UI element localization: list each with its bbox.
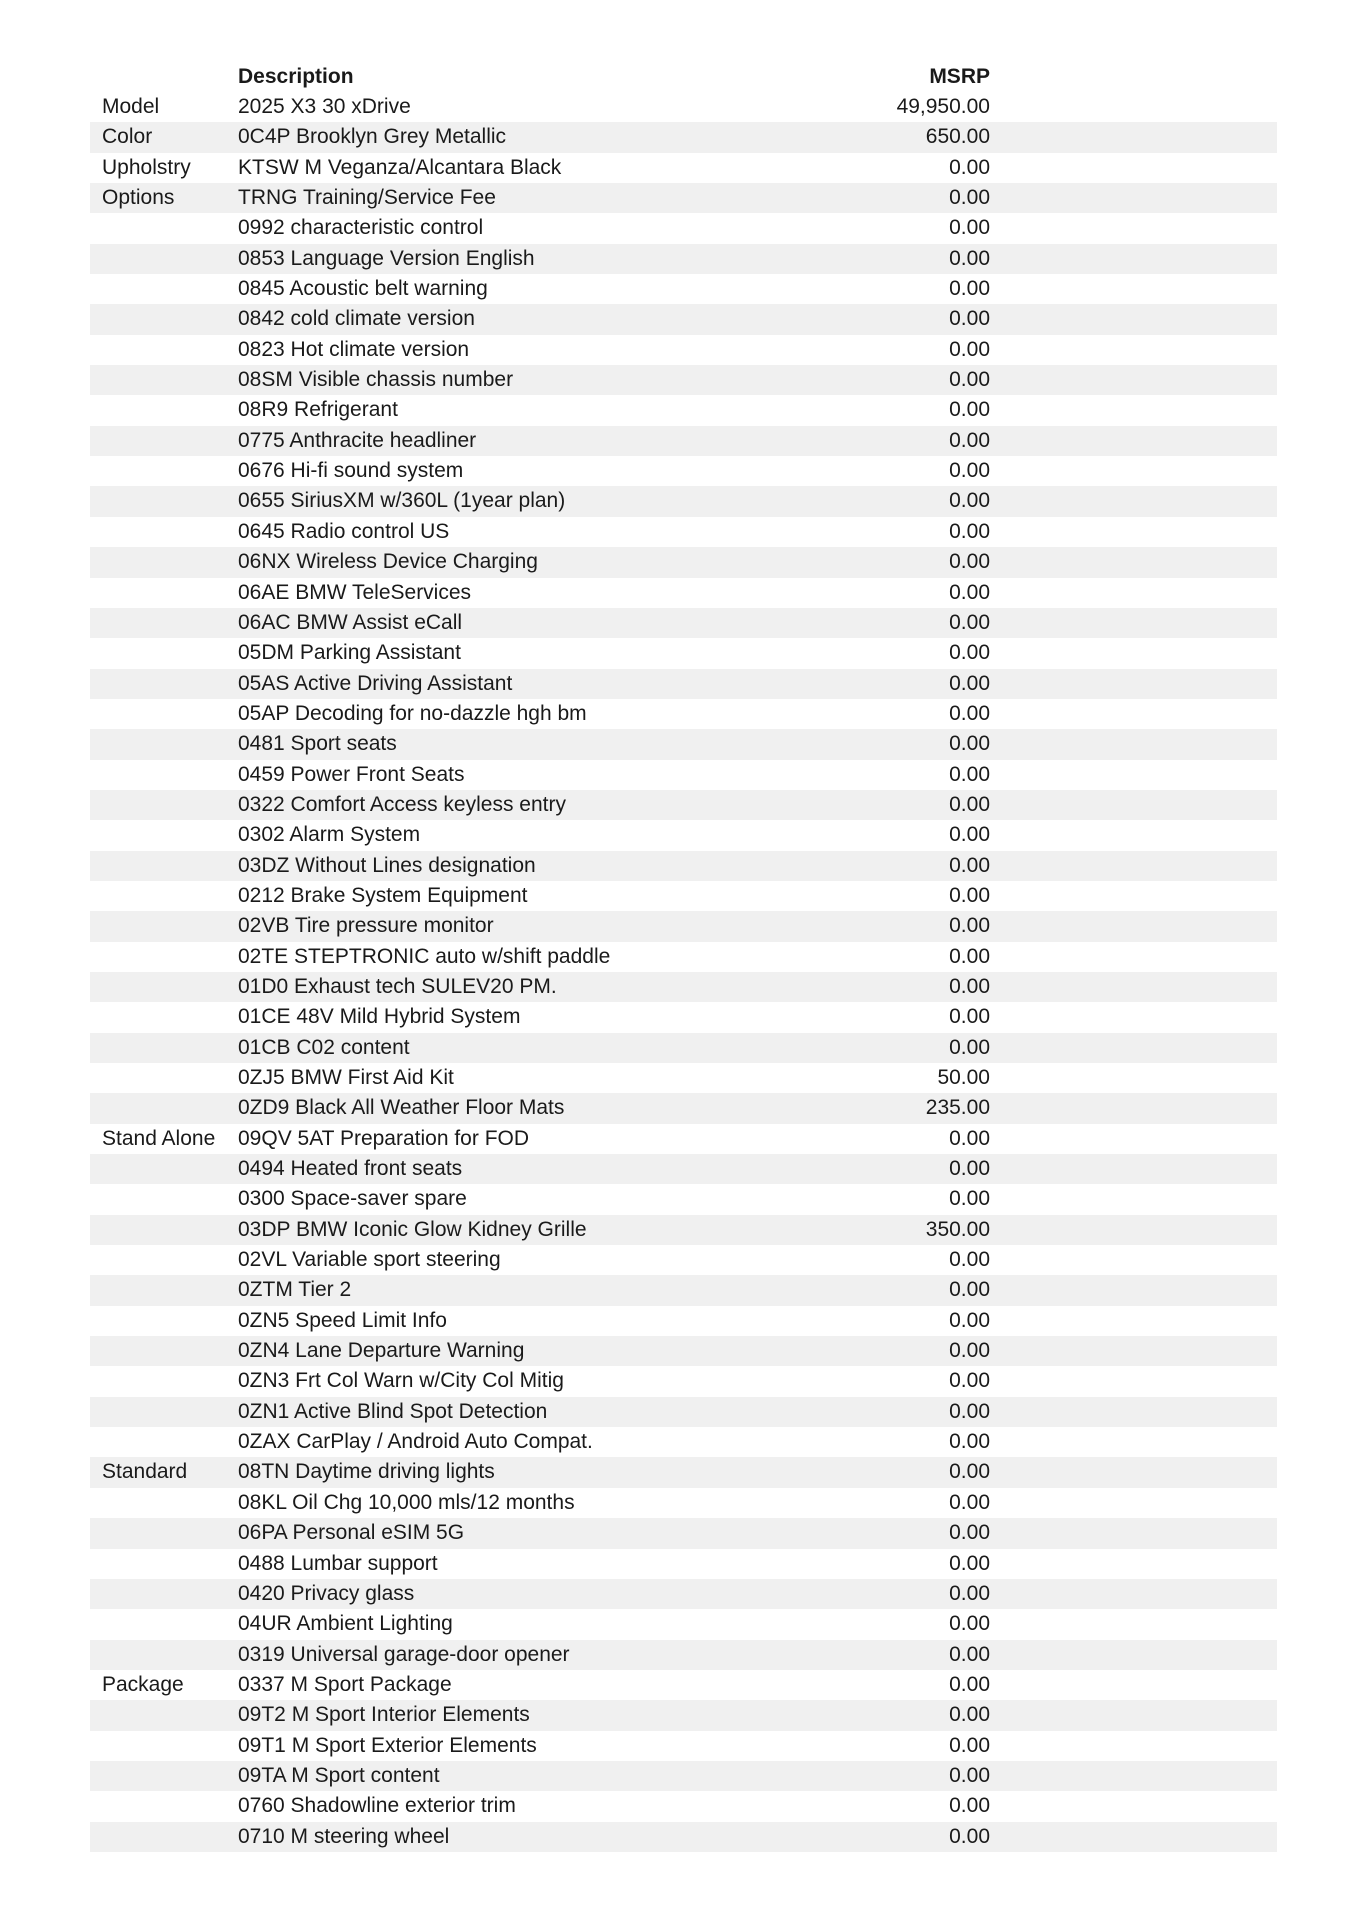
row-description: 06AC BMW Assist eCall — [238, 610, 463, 634]
row-msrp: 0.00 — [949, 155, 990, 179]
row-description: TRNG Training/Service Fee — [238, 186, 496, 210]
row-description: 02VL Variable sport steering — [238, 1248, 501, 1272]
row-description: 02VB Tire pressure monitor — [238, 914, 494, 938]
row-msrp: 50.00 — [937, 1066, 990, 1089]
row-msrp: 0.00 — [949, 459, 990, 483]
table-row — [90, 1002, 1277, 1032]
row-description: 0853 Language Version English — [238, 246, 535, 270]
row-description: 05AP Decoding for no-dazzle hgh bm — [238, 701, 587, 725]
row-description: 0ZJ5 BMW First Aid Kit — [238, 1066, 454, 1089]
row-msrp: 0.00 — [949, 1521, 990, 1545]
row-description: 01CB C02 content — [238, 1035, 410, 1059]
row-description: 03DP BMW Iconic Glow Kidney Grille — [238, 1217, 587, 1241]
row-msrp: 0.00 — [949, 398, 990, 422]
row-description: 06NX Wireless Device Charging — [238, 550, 538, 574]
table-row — [90, 1336, 1277, 1366]
row-description: 08SM Visible chassis number — [238, 368, 514, 392]
table-row — [90, 820, 1277, 850]
row-msrp: 0.00 — [949, 1672, 990, 1696]
row-description: 0ZN3 Frt Col Warn w/City Col Mitig — [238, 1369, 564, 1393]
row-description: 0775 Anthracite headliner — [238, 428, 477, 452]
table-row — [90, 972, 1277, 1002]
row-description: 09QV 5AT Preparation for FOD — [238, 1126, 530, 1150]
table-row — [90, 426, 1277, 456]
row-category: Standard — [102, 1460, 188, 1484]
table-row — [90, 1791, 1277, 1821]
row-msrp: 0.00 — [949, 610, 990, 634]
table-row — [90, 881, 1277, 911]
row-description: 0710 M steering wheel — [238, 1824, 450, 1848]
row-description: 0337 M Sport Package — [238, 1672, 452, 1696]
row-msrp: 0.00 — [949, 823, 990, 847]
row-msrp: 0.00 — [949, 277, 990, 301]
table-row — [90, 760, 1277, 790]
row-msrp: 0.00 — [949, 216, 990, 240]
row-msrp: 0.00 — [949, 1490, 990, 1514]
row-msrp: 0.00 — [949, 1035, 990, 1059]
row-msrp: 0.00 — [949, 1733, 990, 1757]
row-description: 0459 Power Front Seats — [238, 762, 465, 786]
row-description: 0494 Heated front seats — [238, 1157, 463, 1181]
row-msrp: 0.00 — [949, 1430, 990, 1454]
table-row — [90, 395, 1277, 425]
row-category: Model — [102, 95, 160, 118]
table-row — [90, 1245, 1277, 1275]
row-msrp: 0.00 — [949, 641, 990, 665]
row-description: 06PA Personal eSIM 5G — [238, 1521, 465, 1545]
row-msrp: 235.00 — [925, 1096, 990, 1120]
row-msrp: 0.00 — [949, 974, 990, 998]
row-msrp: 0.00 — [949, 1460, 990, 1484]
table-row — [90, 1549, 1277, 1579]
table-row — [90, 1518, 1277, 1548]
row-description: 0488 Lumbar support — [238, 1551, 438, 1575]
table-row — [90, 1700, 1277, 1730]
table-row — [90, 1124, 1277, 1154]
table-row — [90, 1215, 1277, 1245]
row-msrp: 0.00 — [949, 701, 990, 725]
row-description: 0823 Hot climate version — [238, 337, 470, 361]
row-msrp: 0.00 — [949, 1157, 990, 1181]
row-msrp: 0.00 — [949, 1794, 990, 1818]
row-description: 0ZN5 Speed Limit Info — [238, 1308, 447, 1332]
table-row — [90, 1457, 1277, 1487]
table-row — [90, 1093, 1277, 1123]
row-msrp: 0.00 — [949, 1703, 990, 1727]
row-description: 09TA M Sport content — [238, 1763, 440, 1787]
table-row — [90, 1579, 1277, 1609]
row-msrp: 0.00 — [949, 732, 990, 756]
table-row — [90, 638, 1277, 668]
row-msrp: 0.00 — [949, 1824, 990, 1848]
row-description: 05DM Parking Assistant — [238, 641, 461, 665]
table-row — [90, 335, 1277, 365]
table-row — [90, 790, 1277, 820]
row-description: 08R9 Refrigerant — [238, 398, 398, 422]
row-msrp: 0.00 — [949, 1399, 990, 1423]
table-header — [90, 62, 1277, 92]
row-msrp: 0.00 — [949, 914, 990, 938]
row-msrp: 0.00 — [949, 307, 990, 331]
table-body — [90, 92, 1277, 1852]
table-row — [90, 1154, 1277, 1184]
row-msrp: 350.00 — [925, 1217, 990, 1241]
table-row — [90, 92, 1277, 122]
table-row — [90, 183, 1277, 213]
row-msrp: 0.00 — [949, 671, 990, 695]
row-msrp: 0.00 — [949, 1551, 990, 1575]
row-msrp: 0.00 — [949, 1763, 990, 1787]
row-msrp: 0.00 — [949, 1005, 990, 1029]
row-msrp: 0.00 — [949, 792, 990, 816]
row-msrp: 0.00 — [949, 853, 990, 877]
table-row — [90, 153, 1277, 183]
row-msrp: 0.00 — [949, 580, 990, 604]
row-description: 0481 Sport seats — [238, 732, 397, 756]
row-description: 0322 Comfort Access keyless entry — [238, 792, 566, 816]
row-description: 0676 Hi-fi sound system — [238, 459, 464, 483]
table-row — [90, 911, 1277, 941]
row-msrp: 0.00 — [949, 519, 990, 543]
row-description: 08KL Oil Chg 10,000 mls/12 months — [238, 1490, 575, 1514]
table-row — [90, 1731, 1277, 1761]
table-row — [90, 547, 1277, 577]
row-msrp: 650.00 — [925, 125, 990, 149]
row-description: 0992 characteristic control — [238, 216, 484, 240]
row-msrp: 0.00 — [949, 1612, 990, 1636]
table-row — [90, 1397, 1277, 1427]
row-msrp: 0.00 — [949, 1278, 990, 1302]
row-description: 04UR Ambient Lighting — [238, 1612, 453, 1636]
table-row — [90, 274, 1277, 304]
table-row — [90, 1822, 1277, 1852]
row-description: 0C4P Brooklyn Grey Metallic — [238, 125, 507, 149]
row-description: 0212 Brake System Equipment — [238, 883, 528, 907]
table-row — [90, 1275, 1277, 1305]
description-column-header: Description — [238, 65, 354, 88]
row-description: 0645 Radio control US — [238, 519, 450, 543]
row-msrp: 0.00 — [949, 883, 990, 907]
row-description: 02TE STEPTRONIC auto w/shift paddle — [238, 944, 611, 968]
table-row — [90, 486, 1277, 516]
table-row — [90, 213, 1277, 243]
table-row — [90, 1366, 1277, 1396]
table-row — [90, 1427, 1277, 1457]
table-row — [90, 669, 1277, 699]
table-row — [90, 1640, 1277, 1670]
row-description: 0842 cold climate version — [238, 307, 475, 331]
table-row — [90, 578, 1277, 608]
row-msrp: 0.00 — [949, 428, 990, 452]
row-msrp: 0.00 — [949, 337, 990, 361]
row-description: 0ZTM Tier 2 — [238, 1278, 352, 1302]
row-category: Upholstry — [102, 155, 191, 179]
row-description: 0300 Space-saver spare — [238, 1187, 467, 1211]
table-row — [90, 942, 1277, 972]
table-row — [90, 1033, 1277, 1063]
row-description: 06AE BMW TeleServices — [238, 580, 472, 604]
row-msrp: 0.00 — [949, 1126, 990, 1150]
row-description: 0ZD9 Black All Weather Floor Mats — [238, 1096, 565, 1120]
table-row — [90, 304, 1277, 334]
msrp-column-header: MSRP — [929, 65, 990, 88]
row-description: 09T1 M Sport Exterior Elements — [238, 1733, 537, 1757]
row-msrp: 0.00 — [949, 1581, 990, 1605]
row-description: 0760 Shadowline exterior trim — [238, 1794, 516, 1818]
row-category: Options — [102, 186, 175, 210]
row-description: 01CE 48V Mild Hybrid System — [238, 1005, 521, 1029]
row-description: 0845 Acoustic belt warning — [238, 277, 488, 301]
table-row — [90, 1761, 1277, 1791]
table-row — [90, 1306, 1277, 1336]
row-msrp: 0.00 — [949, 246, 990, 270]
table-row — [90, 1063, 1277, 1093]
row-msrp: 0.00 — [949, 1642, 990, 1666]
options-sheet — [90, 62, 1277, 1852]
table-row — [90, 244, 1277, 274]
row-description: 01D0 Exhaust tech SULEV20 PM. — [238, 974, 557, 998]
row-msrp: 0.00 — [949, 762, 990, 786]
row-category: Stand Alone — [102, 1126, 216, 1150]
table-row — [90, 729, 1277, 759]
row-msrp: 0.00 — [949, 1369, 990, 1393]
row-description: KTSW M Veganza/Alcantara Black — [238, 155, 562, 179]
row-msrp: 0.00 — [949, 1339, 990, 1363]
table-row — [90, 365, 1277, 395]
row-description: 0302 Alarm System — [238, 823, 421, 847]
table-row — [90, 1488, 1277, 1518]
row-description: 0655 SiriusXM w/360L (1year plan) — [238, 489, 566, 513]
row-description: 08TN Daytime driving lights — [238, 1460, 495, 1484]
row-description: 0ZN4 Lane Departure Warning — [238, 1339, 525, 1363]
row-description: 0319 Universal garage-door opener — [238, 1642, 570, 1666]
row-description: 09T2 M Sport Interior Elements — [238, 1703, 530, 1727]
row-msrp: 49,950.00 — [896, 95, 990, 118]
row-category: Color — [102, 125, 153, 149]
row-msrp: 0.00 — [949, 368, 990, 392]
row-msrp: 0.00 — [949, 1248, 990, 1272]
table-row — [90, 517, 1277, 547]
row-description: 05AS Active Driving Assistant — [238, 671, 513, 695]
table-row — [90, 851, 1277, 881]
row-category: Package — [102, 1672, 184, 1696]
row-description: 2025 X3 30 xDrive — [238, 95, 411, 118]
row-description: 03DZ Without Lines designation — [238, 853, 536, 877]
row-msrp: 0.00 — [949, 550, 990, 574]
table-row — [90, 699, 1277, 729]
table-row — [90, 122, 1277, 152]
row-msrp: 0.00 — [949, 1308, 990, 1332]
row-msrp: 0.00 — [949, 489, 990, 513]
row-msrp: 0.00 — [949, 1187, 990, 1211]
row-description: 0ZN1 Active Blind Spot Detection — [238, 1399, 548, 1423]
table-row — [90, 1609, 1277, 1639]
table-row — [90, 1184, 1277, 1214]
row-description: 0420 Privacy glass — [238, 1581, 415, 1605]
row-msrp: 0.00 — [949, 944, 990, 968]
row-msrp: 0.00 — [949, 186, 990, 210]
table-row — [90, 608, 1277, 638]
row-description: 0ZAX CarPlay / Android Auto Compat. — [238, 1430, 593, 1454]
table-row — [90, 456, 1277, 486]
table-row — [90, 1670, 1277, 1700]
